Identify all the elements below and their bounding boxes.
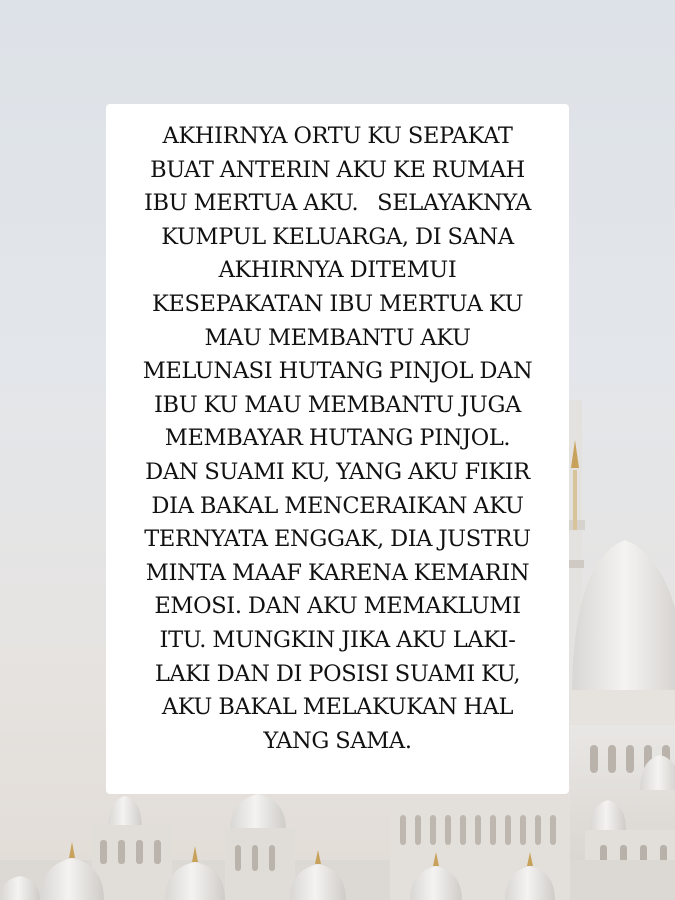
caption-line: EMOSI. DAN AKU MEMAKLUMI	[154, 593, 521, 620]
caption-line: IBU KU MAU MEMBANTU JUGA	[154, 391, 521, 418]
caption-line: LAKI DAN DI POSISI SUAMI KU,	[154, 660, 521, 687]
caption-line: AKHIRNYA DITEMUI	[218, 257, 457, 284]
caption-line: MINTA MAAF KARENA KEMARIN	[145, 559, 530, 586]
caption-line: DIA BAKAL MENCERAIKAN AKU	[151, 492, 524, 519]
caption-text	[116, 120, 559, 758]
caption-line: AKU BAKAL MELAKUKAN HAL	[161, 694, 514, 721]
caption-line: KUMPUL KELUARGA, DI SANA	[161, 223, 514, 250]
caption-line: TERNYATA ENGGAK, DIA JUSTRU	[144, 526, 531, 553]
caption-line: MEMBAYAR HUTANG PINJOL.	[164, 425, 511, 452]
caption-line: BUAT ANTERIN AKU KE RUMAH	[150, 156, 525, 183]
caption-line: KESEPAKATAN IBU MERTUA KU	[151, 290, 524, 317]
caption-line: MAU MEMBANTU AKU	[204, 324, 471, 351]
caption-line: MELUNASI HUTANG PINJOL DAN	[142, 358, 533, 385]
caption-card	[106, 104, 569, 794]
caption-line: IBU MERTUA AKU. SELAYAKNYA	[143, 190, 531, 217]
caption-line: ITU. MUNGKIN JIKA AKU LAKI-	[159, 626, 516, 653]
caption-line: DAN SUAMI KU, YANG AKU FIKIR	[145, 458, 530, 485]
caption-line: YANG SAMA.	[263, 727, 412, 754]
caption-line: AKHIRNYA ORTU KU SEPAKAT	[162, 123, 513, 149]
